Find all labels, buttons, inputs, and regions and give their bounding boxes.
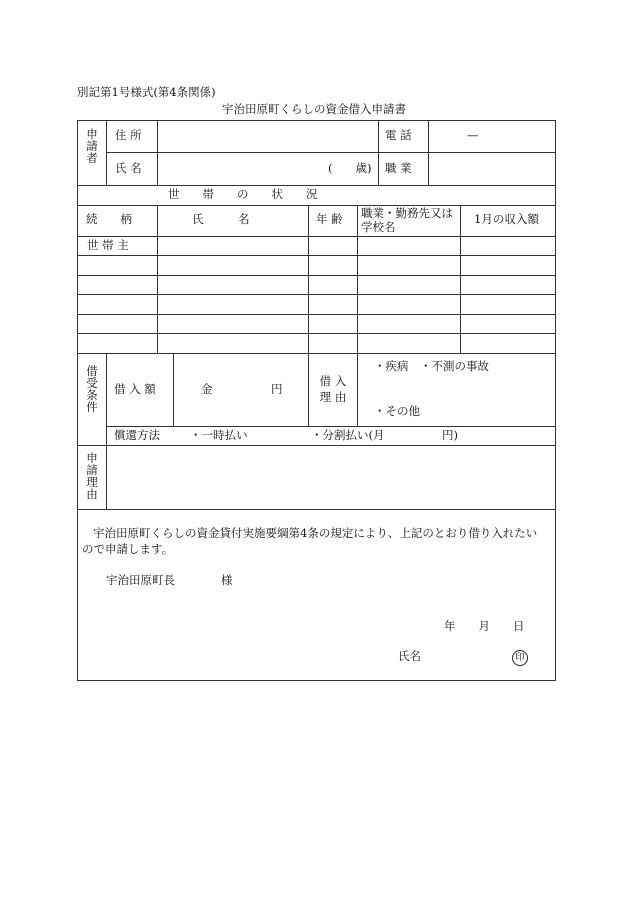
phone-separator: — xyxy=(467,128,479,142)
repay-option-lump-sum[interactable]: ・一時払い xyxy=(190,428,248,442)
applicant-section-label: 申請者 xyxy=(86,127,98,166)
name-field[interactable] xyxy=(158,153,377,185)
job-field[interactable] xyxy=(429,153,554,185)
form-number: 別記第1号様式(第4条関係) xyxy=(77,85,216,99)
signature-name-label: 氏名 xyxy=(398,649,421,663)
seal-stamp: 印 xyxy=(512,650,528,666)
col-name: 氏 名 xyxy=(192,212,250,226)
address-label: 住 所 xyxy=(115,128,142,142)
repay-option-installment[interactable]: ・分割払い(月 円) xyxy=(311,428,458,442)
repayment-label: 償還方法 xyxy=(114,428,160,442)
loan-reason-label: 借 入 理 由 xyxy=(319,374,347,404)
declaration-line-2: ので申請します。 xyxy=(82,542,174,556)
declaration-line-1: 宇治田原町くらしの資金貸付実施要綱第4条の規定により、上記のとおり借り入れたい xyxy=(93,526,538,540)
table-row-cell[interactable] xyxy=(78,334,157,352)
phone-label: 電 話 xyxy=(385,128,412,142)
table-row-cell[interactable] xyxy=(78,295,157,313)
table-row-cell[interactable] xyxy=(78,276,157,294)
date-line[interactable]: 年 月 日 xyxy=(444,619,525,633)
col-occupation: 職業・勤務先又は学校名 xyxy=(361,206,453,235)
amount-unit: 円 xyxy=(271,382,283,396)
name-label: 氏 名 xyxy=(115,161,142,175)
household-head-label: 世 帯 主 xyxy=(87,238,129,252)
household-section-title: 世 帯 の 状 況 xyxy=(168,187,318,201)
addressee: 宇治田原町長 様 xyxy=(106,573,233,587)
loan-section-label: 借受条件 xyxy=(86,364,98,415)
phone-field[interactable] xyxy=(429,121,554,152)
application-reason-field[interactable] xyxy=(107,446,554,508)
loan-amount-label: 借 入 額 xyxy=(114,382,156,396)
table-row-cell[interactable] xyxy=(158,237,307,255)
table-row-cell[interactable] xyxy=(78,315,157,333)
table-row-cell[interactable] xyxy=(78,256,157,274)
form-title: 宇治田原町くらしの資金借入申請書 xyxy=(222,102,406,116)
job-label: 職 業 xyxy=(385,161,412,175)
amount-prefix: 金 xyxy=(201,382,213,396)
col-income: 1月の収入額 xyxy=(474,212,539,226)
col-relationship: 続 柄 xyxy=(86,212,132,226)
col-age: 年 齢 xyxy=(316,212,343,226)
application-reason-label: 申請理由 xyxy=(86,451,98,502)
loan-reason-option-illness[interactable]: ・疾病 ・不測の事故 xyxy=(374,359,489,373)
loan-reason-option-other[interactable]: ・その他 xyxy=(374,404,420,418)
age-hint: ( 歳) xyxy=(328,161,372,175)
loan-amount-field[interactable] xyxy=(174,354,307,425)
signature-name-field[interactable] xyxy=(430,646,508,666)
address-field[interactable] xyxy=(158,121,377,152)
